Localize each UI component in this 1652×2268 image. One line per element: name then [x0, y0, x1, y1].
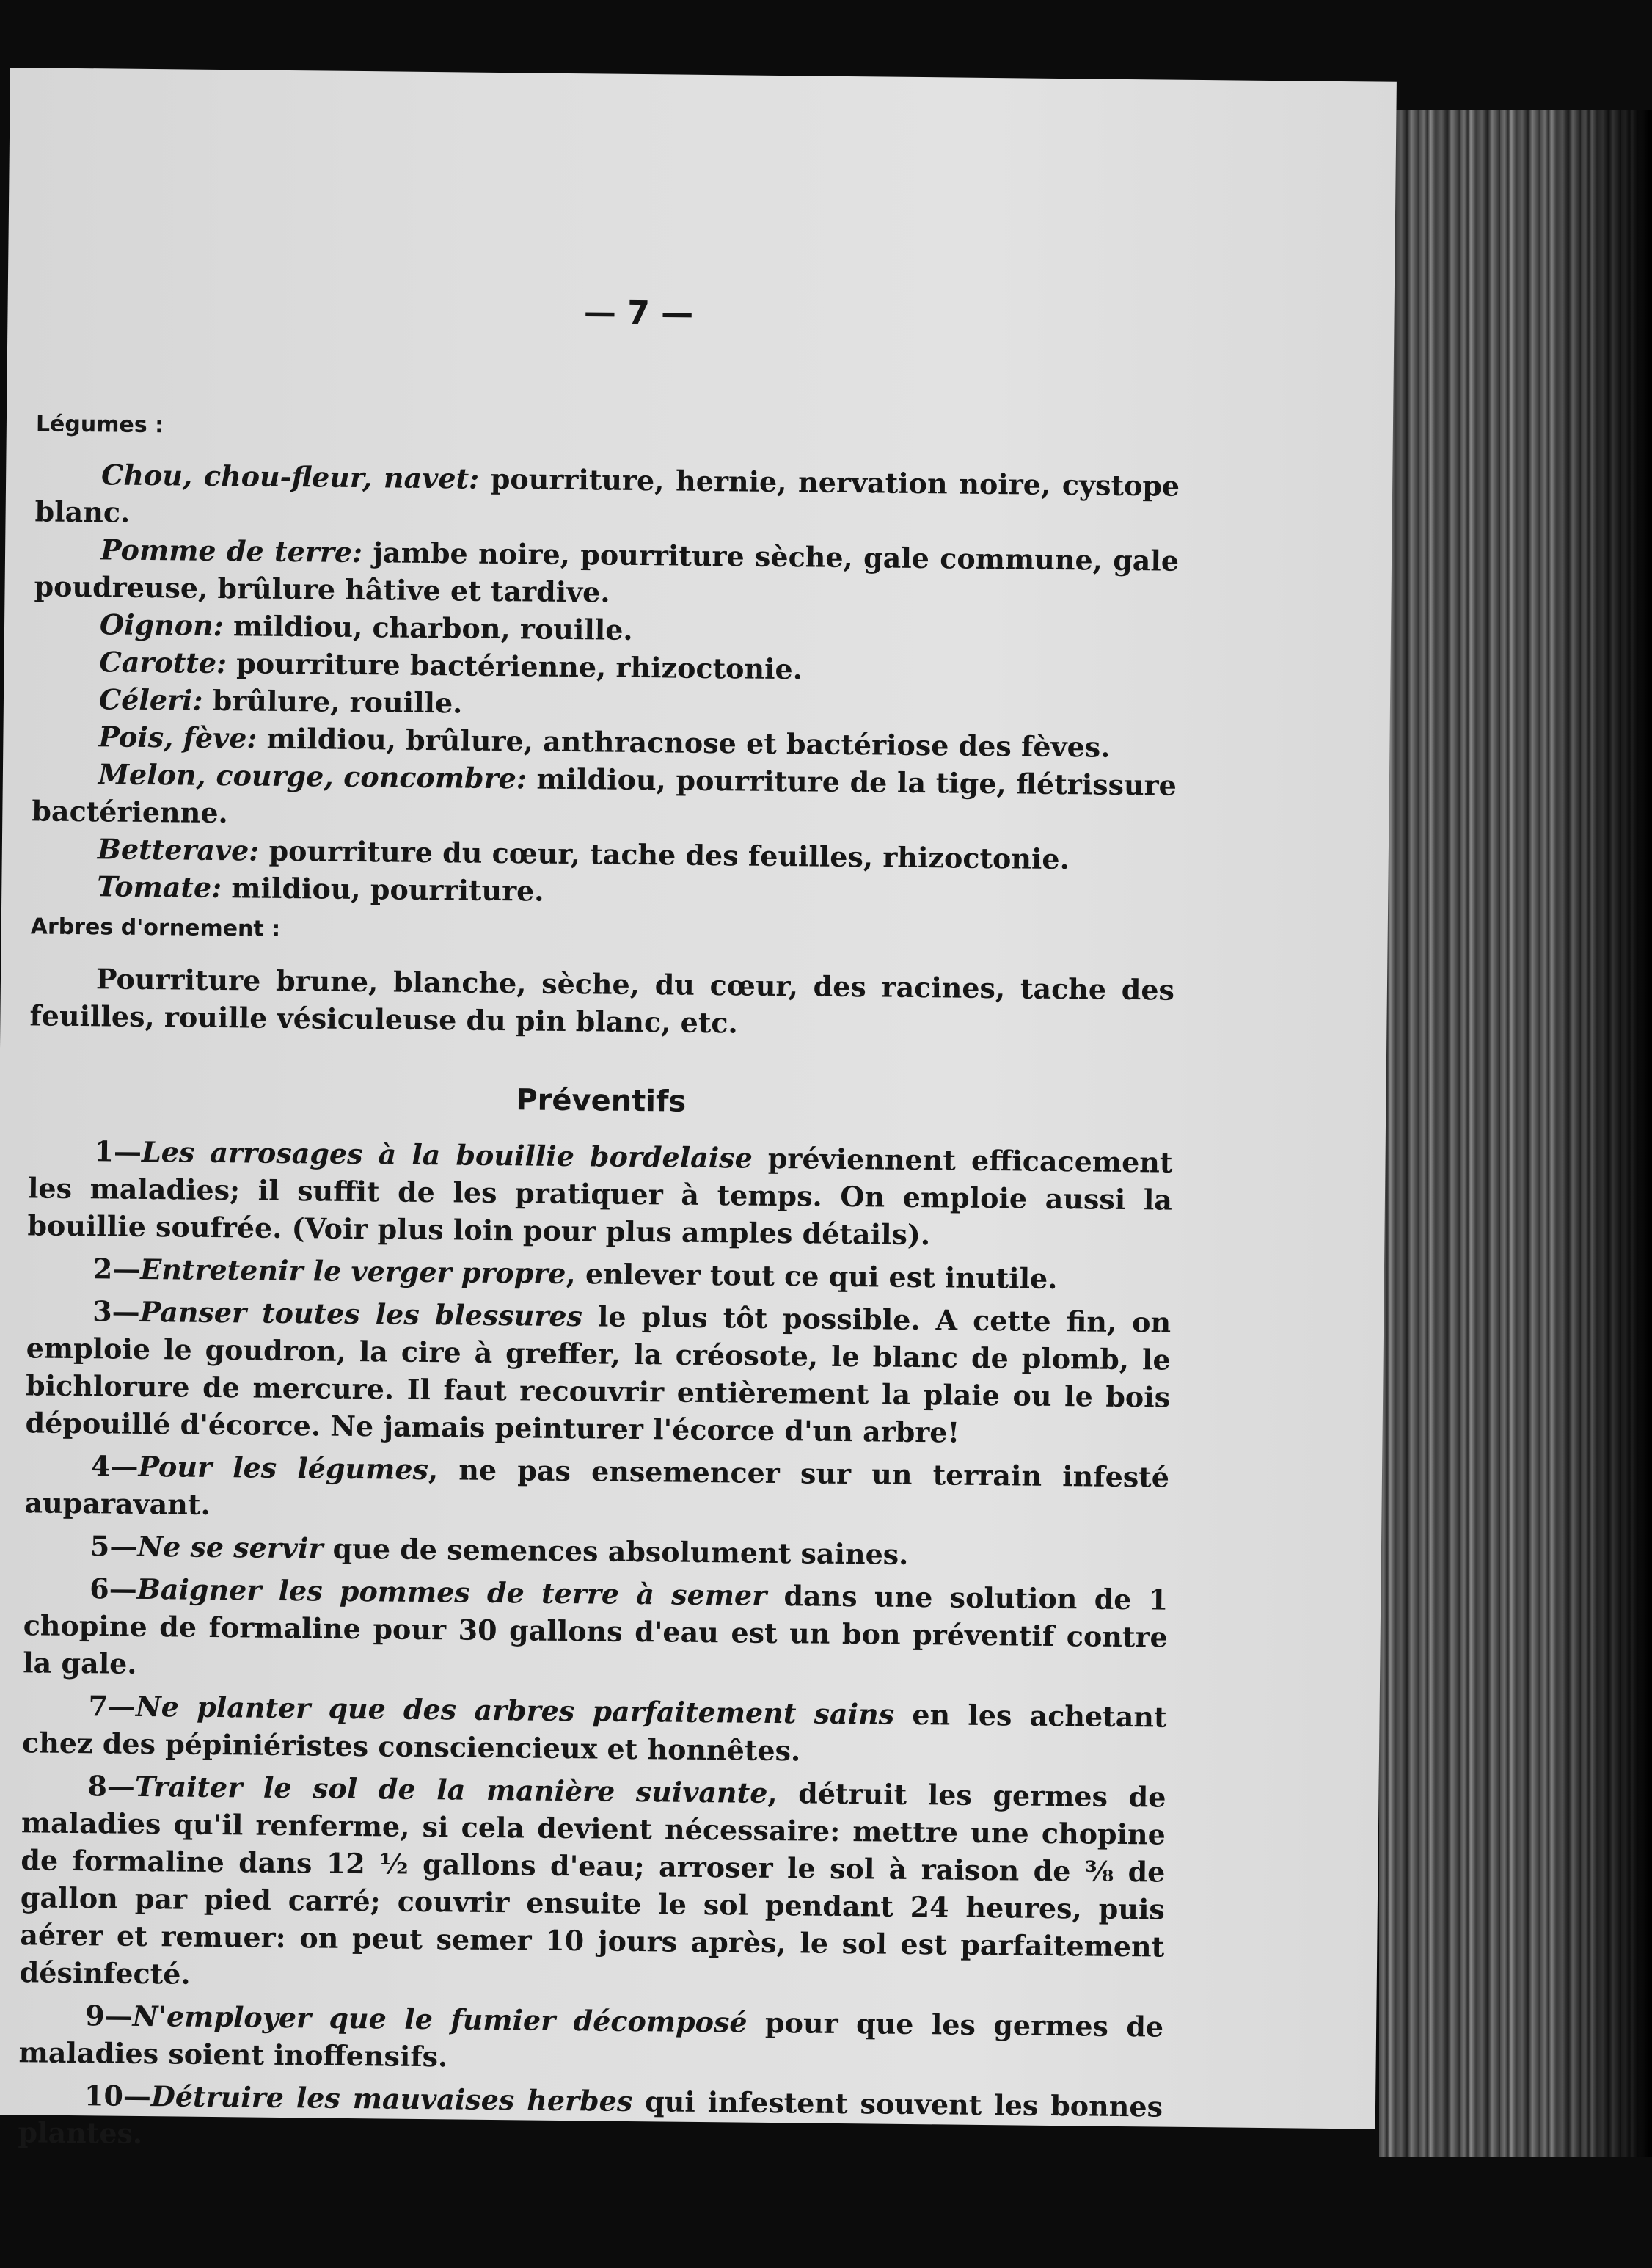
legume-diseases: pourriture du cœur, tache des feuilles, rhizoctonie. — [259, 834, 1070, 876]
legume-diseases: mildiou, charbon, rouille. — [223, 609, 633, 646]
legume-name: Betterave: — [97, 832, 260, 867]
item-number: 9— — [84, 1999, 133, 2032]
legume-name: Chou, chou-fleur, navet: — [100, 458, 480, 495]
item-text: le plus tôt possible. A cette fin, on emploie le goudron, la cire à greffer, la créosote, le blanc de plomb, le bichlorure de mercure. Il faut recouvrir entièrement la plaie ou le bois dépouillé d'écorce. Ne jamais peinturer l'écorce d'un arbre! — [25, 1299, 1172, 1449]
item-number: 2— — [92, 1252, 141, 1286]
item-lead: Traiter le sol de la manière suivante — [134, 1769, 768, 1809]
legume-diseases: pourriture bactérienne, rhizoctonie. — [226, 646, 803, 686]
legume-name: Oignon: — [99, 608, 224, 643]
item-number: 8— — [87, 1769, 136, 1803]
legume-name: Tomate: — [97, 869, 222, 905]
item-lead: Panser toutes les blessures — [139, 1294, 583, 1333]
document-page — [0, 68, 1397, 2151]
preventif-item — [18, 2076, 1163, 2162]
item-text: en les achetant chez des pépiniéristes consciencieux et honnêtes. — [21, 1697, 1167, 1768]
item-text: que de semences absolument saines. — [323, 1531, 909, 1571]
item-text: , ne pas ensemencer sur un terrain infesté auparavant. — [24, 1453, 1170, 1521]
item-text: pour que les germes de maladies soient inoffensifs. — [18, 2005, 1164, 2074]
item-lead: Ne se servir — [137, 1529, 324, 1565]
arbres-block — [29, 959, 1174, 1046]
preventif-item — [24, 1446, 1169, 1533]
legume-diseases: jambe noire, pourriture sèche, gale commune, gale poudreuse, brûlure hâtive et tardive. — [34, 536, 1180, 609]
preventif-item — [25, 1291, 1171, 1453]
legume-name: Melon, courge, concombre: — [98, 757, 527, 795]
item-text: , détruit les germes de maladies qu'il renferme, si cela devient nécessaire: mettre une chopine de formaline dans 12 ½ gallons d'eau; arroser le sol à raison de ⅜ de gallon par pied carré; couvrir ensuite le sol pendant 24 heures, puis aérer et remuer: on peut semer 10 jours après, le sol est parfaitement désinfecté. — [19, 1776, 1166, 1991]
item-text: qui infestent souvent les bonnes plantes. — [18, 2085, 1163, 2151]
item-number: 10— — [84, 2079, 152, 2113]
legume-name: Céleri: — [98, 682, 203, 717]
preventifs-list — [18, 1131, 1173, 2167]
legume-diseases: mildiou, pourriture. — [221, 871, 544, 908]
item-lead: Pour les légumes — [138, 1449, 429, 1487]
preventif-item — [27, 1131, 1173, 1255]
legume-name: Pois, fève: — [98, 720, 257, 755]
legume-name: Pomme de terre: — [100, 533, 363, 569]
preventif-item — [23, 1569, 1169, 1693]
legume-diseases: mildiou, brûlure, anthracnose et bactériose des fèves. — [257, 721, 1111, 764]
item-text: préviennent efficacement les maladies; il suffit de les pratiquer à temps. On emploie aussi la bouillie soufrée. (Voir plus loin pour plus amples détails). — [27, 1141, 1173, 1252]
item-number: 6— — [89, 1572, 137, 1605]
preventif-item — [27, 1249, 1172, 1298]
legumes-list — [31, 455, 1180, 916]
item-lead: Ne planter que des arbres parfaitement sains — [135, 1689, 895, 1731]
legume-entry — [32, 754, 1177, 841]
legume-entry — [34, 455, 1180, 542]
item-number: 7— — [88, 1689, 136, 1723]
item-lead: Les arrosages à la bouillie bordelaise — [141, 1134, 753, 1175]
item-number: 3— — [92, 1294, 140, 1328]
book-edge-shadow — [1548, 110, 1652, 2157]
arbres-text: Pourriture brune, blanche, sèche, du cœur, des racines, tache des feuilles, rouille vésiculeuse du pin blanc, etc. — [29, 962, 1175, 1040]
legume-name: Carotte: — [99, 645, 227, 680]
item-number: 5— — [89, 1529, 138, 1563]
preventifs-title: Préventifs — [516, 1083, 687, 1119]
item-text: , enlever tout ce qui est inutile. — [566, 1257, 1058, 1296]
item-text: dans une solution de 1 chopine de formaline pour 30 gallons d'eau est un bon préventif contre la gale. — [23, 1578, 1169, 1680]
preventif-item — [18, 1996, 1163, 2082]
item-lead: Détruire les mauvaises herbes — [150, 2079, 633, 2118]
legume-diseases: pourriture, hernie, nervation noire, cystope blanc. — [34, 462, 1180, 529]
item-number: 1— — [94, 1134, 142, 1168]
item-number: 4— — [90, 1449, 139, 1483]
legume-entry — [34, 530, 1179, 616]
item-lead: Baigner les pommes de terre à semer — [136, 1572, 767, 1612]
preventif-item — [22, 1686, 1167, 1773]
preventif-item — [20, 1766, 1166, 2002]
item-lead: Entretenir le verger propre — [140, 1252, 566, 1291]
page-number: — 7 — — [583, 293, 694, 332]
preventif-item — [24, 1526, 1169, 1575]
legume-diseases: brûlure, rouille. — [202, 683, 463, 720]
legume-diseases: mildiou, pourriture de la tige, flétrissure bactérienne. — [32, 762, 1177, 830]
arbres-heading: Arbres d'ornement : — [30, 914, 281, 942]
item-lead: N'employer que le fumier décomposé — [132, 1999, 748, 2039]
legumes-heading: Légumes : — [35, 411, 164, 439]
